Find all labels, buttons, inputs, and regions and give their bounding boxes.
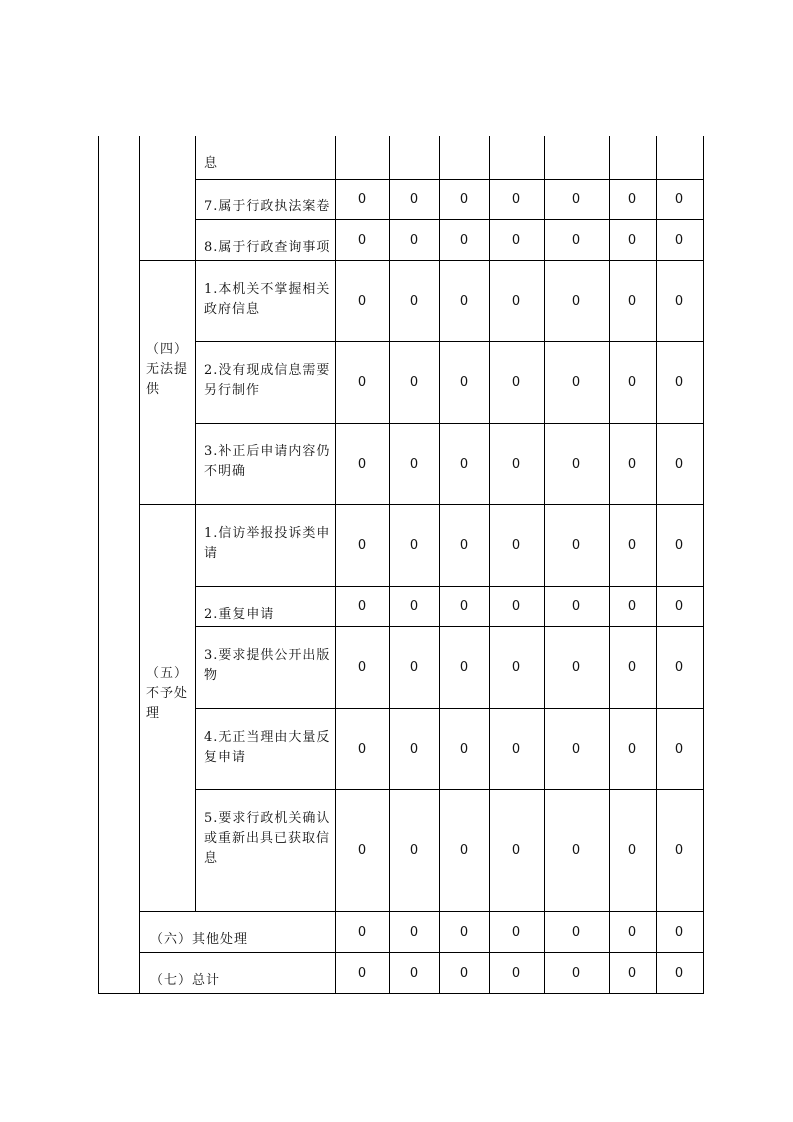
value-cell: 0 (571, 192, 581, 207)
table-left-border (98, 136, 99, 994)
value-cell: 0 (459, 924, 469, 940)
value-cell: 0 (511, 741, 521, 757)
value-cell: 0 (409, 538, 419, 553)
value-cell: 0 (674, 599, 684, 614)
row-divider (195, 341, 704, 342)
value-cell: 0 (674, 965, 684, 981)
value-cell: 0 (627, 192, 637, 207)
column-divider (489, 136, 490, 994)
table-right-border (703, 136, 704, 994)
row-divider (195, 179, 704, 180)
value-cell: 0 (511, 538, 521, 553)
value-cell: 0 (627, 375, 637, 390)
disclosure-statistics-table (98, 136, 704, 995)
value-cell: 0 (511, 660, 521, 675)
value-cell: 0 (627, 293, 637, 309)
value-cell: 0 (357, 741, 367, 757)
table-bottom-border (98, 993, 704, 994)
value-cell: 0 (459, 965, 469, 981)
value-cell: 0 (511, 192, 521, 207)
value-cell: 0 (571, 293, 581, 309)
row-label: 息 (204, 156, 219, 171)
value-cell: 0 (627, 843, 637, 858)
value-cell: 0 (674, 293, 684, 309)
value-cell: 0 (627, 599, 637, 614)
value-cell: 0 (627, 660, 637, 675)
value-cell: 0 (571, 599, 581, 614)
column-divider (139, 136, 140, 994)
value-cell: 0 (409, 232, 419, 248)
row-label: 1.本机关不掌握相关 政府信息 (204, 282, 331, 317)
value-cell: 0 (357, 538, 367, 553)
row-divider (195, 586, 704, 587)
value-cell: 0 (459, 192, 469, 207)
value-cell: 0 (571, 843, 581, 858)
column-divider (609, 136, 610, 994)
value-cell: 0 (409, 375, 419, 390)
row-divider (195, 219, 704, 220)
value-cell: 0 (459, 660, 469, 675)
column-divider (544, 136, 545, 994)
row-label: 8.属于行政查询事项 (204, 240, 331, 255)
value-cell: 0 (459, 456, 469, 472)
value-cell: 0 (357, 192, 367, 207)
row-label: 1.信访举报投诉类申 请 (204, 526, 331, 561)
value-cell: 0 (674, 375, 684, 390)
value-cell: 0 (511, 843, 521, 858)
row-label: 5.要求行政机关确认 或重新出具已获取信 息 (204, 811, 331, 866)
value-cell: 0 (459, 599, 469, 614)
row-label: （七）总计 (150, 973, 221, 988)
value-cell: 0 (459, 741, 469, 757)
value-cell: 0 (511, 924, 521, 940)
value-cell: 0 (357, 924, 367, 940)
value-cell: 0 (674, 924, 684, 940)
row-divider (139, 504, 704, 505)
value-cell: 0 (409, 456, 419, 472)
value-cell: 0 (627, 965, 637, 981)
value-cell: 0 (409, 192, 419, 207)
row-divider (195, 423, 704, 424)
row-divider (139, 952, 704, 953)
value-cell: 0 (357, 456, 367, 472)
row-label: 2.没有现成信息需要 另行制作 (204, 363, 331, 398)
value-cell: 0 (627, 232, 637, 248)
value-cell: 0 (674, 232, 684, 248)
value-cell: 0 (357, 293, 367, 309)
value-cell: 0 (571, 965, 581, 981)
value-cell: 0 (674, 660, 684, 675)
row-label: 4.无正当理由大量反 复申请 (204, 730, 331, 765)
row-divider (139, 260, 704, 261)
value-cell: 0 (409, 660, 419, 675)
value-cell: 0 (459, 293, 469, 309)
row-divider (139, 911, 704, 912)
value-cell: 0 (674, 192, 684, 207)
column-divider (439, 136, 440, 994)
value-cell: 0 (511, 375, 521, 390)
row-divider (195, 789, 704, 790)
value-cell: 0 (409, 599, 419, 614)
value-cell: 0 (357, 232, 367, 248)
value-cell: 0 (571, 660, 581, 675)
column-divider (335, 136, 336, 994)
group-label-unable-to-provide: （四） 无法提 供 (146, 342, 189, 397)
value-cell: 0 (627, 741, 637, 757)
value-cell: 0 (674, 456, 684, 472)
row-divider (195, 708, 704, 709)
row-label: 3.补正后申请内容仍 不明确 (204, 444, 331, 479)
value-cell: 0 (511, 456, 521, 472)
value-cell: 0 (674, 741, 684, 757)
column-divider (656, 136, 657, 994)
value-cell: 0 (459, 375, 469, 390)
value-cell: 0 (409, 293, 419, 309)
value-cell: 0 (459, 843, 469, 858)
value-cell: 0 (409, 965, 419, 981)
value-cell: 0 (627, 538, 637, 553)
value-cell: 0 (571, 741, 581, 757)
value-cell: 0 (459, 538, 469, 553)
value-cell: 0 (409, 924, 419, 940)
value-cell: 0 (674, 843, 684, 858)
value-cell: 0 (674, 538, 684, 553)
value-cell: 0 (571, 456, 581, 472)
value-cell: 0 (511, 232, 521, 248)
row-label: 3.要求提供公开出版 物 (204, 648, 331, 683)
row-label: （六）其他处理 (150, 932, 249, 947)
value-cell: 0 (571, 232, 581, 248)
value-cell: 0 (357, 660, 367, 675)
value-cell: 0 (357, 843, 367, 858)
column-divider (389, 136, 390, 994)
column-divider (195, 136, 196, 912)
row-label: 2.重复申请 (204, 607, 275, 622)
value-cell: 0 (409, 741, 419, 757)
value-cell: 0 (627, 924, 637, 940)
group-label-not-processed: （五） 不予处 理 (146, 666, 189, 721)
row-divider (195, 626, 704, 627)
value-cell: 0 (357, 375, 367, 390)
value-cell: 0 (459, 232, 469, 248)
value-cell: 0 (627, 456, 637, 472)
value-cell: 0 (357, 965, 367, 981)
value-cell: 0 (571, 924, 581, 940)
value-cell: 0 (511, 293, 521, 309)
value-cell: 0 (511, 965, 521, 981)
value-cell: 0 (511, 599, 521, 614)
value-cell: 0 (409, 843, 419, 858)
value-cell: 0 (357, 599, 367, 614)
value-cell: 0 (571, 375, 581, 390)
value-cell: 0 (571, 538, 581, 553)
row-label: 7.属于行政执法案卷 (204, 199, 331, 214)
